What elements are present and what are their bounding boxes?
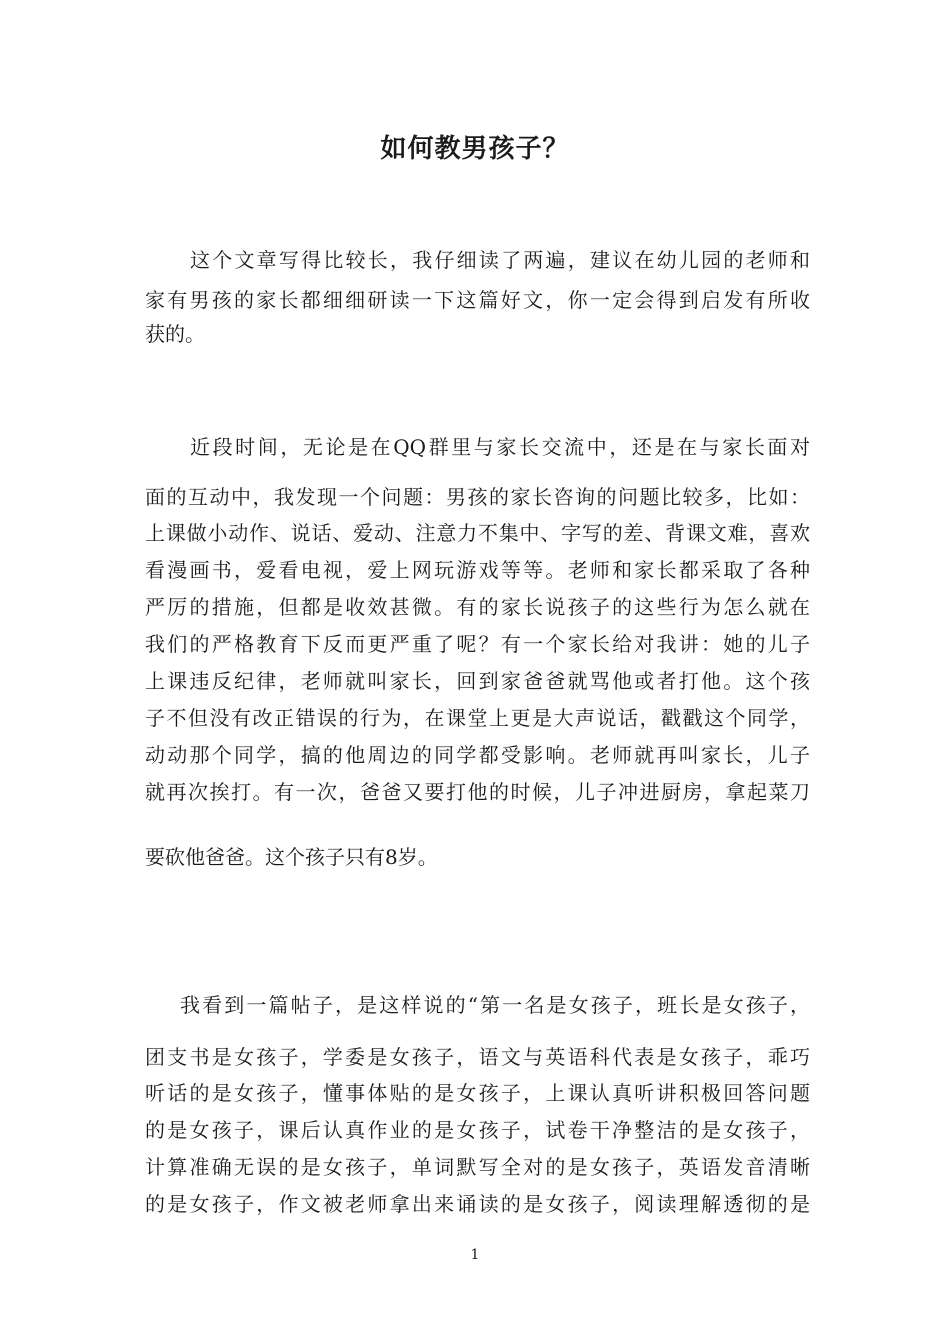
paragraph-line: 要砍他爸爸。这个孩子只有8岁。	[145, 845, 438, 869]
document-title: 如何教男孩子？	[380, 134, 570, 164]
paragraph-line: 这个文章写得比较长，我仔细读了两遍，建议在幼儿园的老师和	[190, 248, 810, 272]
paragraph-line: 近段时间，无论是在QQ群里与家长交流中，还是在与家长面对	[190, 435, 810, 459]
paragraph-line: 我看到一篇帖子，是这样说的“第一名是女孩子，班长是女孩子，	[180, 993, 810, 1017]
paragraph-line: 听话的是女孩子，懂事体贴的是女孩子，上课认真听讲积极回答问题	[145, 1081, 810, 1105]
paragraph-line: 团支书是女孩子，学委是女孩子，语文与英语科代表是女孩子，乖巧	[145, 1045, 810, 1069]
paragraph-line: 我们的严格教育下反而更严重了呢？有一个家长给对我讲：她的儿子	[145, 632, 810, 656]
page-number: 1	[470, 1247, 480, 1263]
paragraph-line: 家有男孩的家长都细细研读一下这篇好文，你一定会得到启发有所收	[145, 288, 810, 312]
paragraph-line: 的是女孩子，作文被老师拿出来诵读的是女孩子，阅读理解透彻的是	[145, 1192, 810, 1216]
paragraph-line: 面的互动中，我发现一个问题：男孩的家长咨询的问题比较多，比如：	[145, 485, 810, 509]
paragraph-line: 严厉的措施，但都是收效甚微。有的家长说孩子的这些行为怎么就在	[145, 595, 810, 619]
paragraph-line: 上课违反纪律，老师就叫家长，回到家爸爸就骂他或者打他。这个孩	[145, 669, 810, 693]
paragraph-line: 子不但没有改正错误的行为，在课堂上更是大声说话，戳戳这个同学，	[145, 706, 810, 730]
paragraph-line: 计算准确无误的是女孩子，单词默写全对的是女孩子，英语发音清晰	[145, 1155, 810, 1179]
paragraph-line: 动动那个同学，搞的他周边的同学都受影响。老师就再叫家长，儿子	[145, 743, 810, 767]
paragraph-line: 就再次挨打。有一次，爸爸又要打他的时候，儿子冲进厨房，拿起菜刀	[145, 780, 810, 804]
paragraph-line: 看漫画书，爱看电视，爱上网玩游戏等等。老师和家长都采取了各种	[145, 558, 810, 582]
paragraph-line: 获的。	[145, 322, 205, 346]
paragraph-line: 的是女孩子，课后认真作业的是女孩子，试卷干净整洁的是女孩子，	[145, 1118, 810, 1142]
paragraph-line: 上课做小动作、说话、爱动、注意力不集中、字写的差、背课文难，喜欢	[145, 521, 810, 545]
